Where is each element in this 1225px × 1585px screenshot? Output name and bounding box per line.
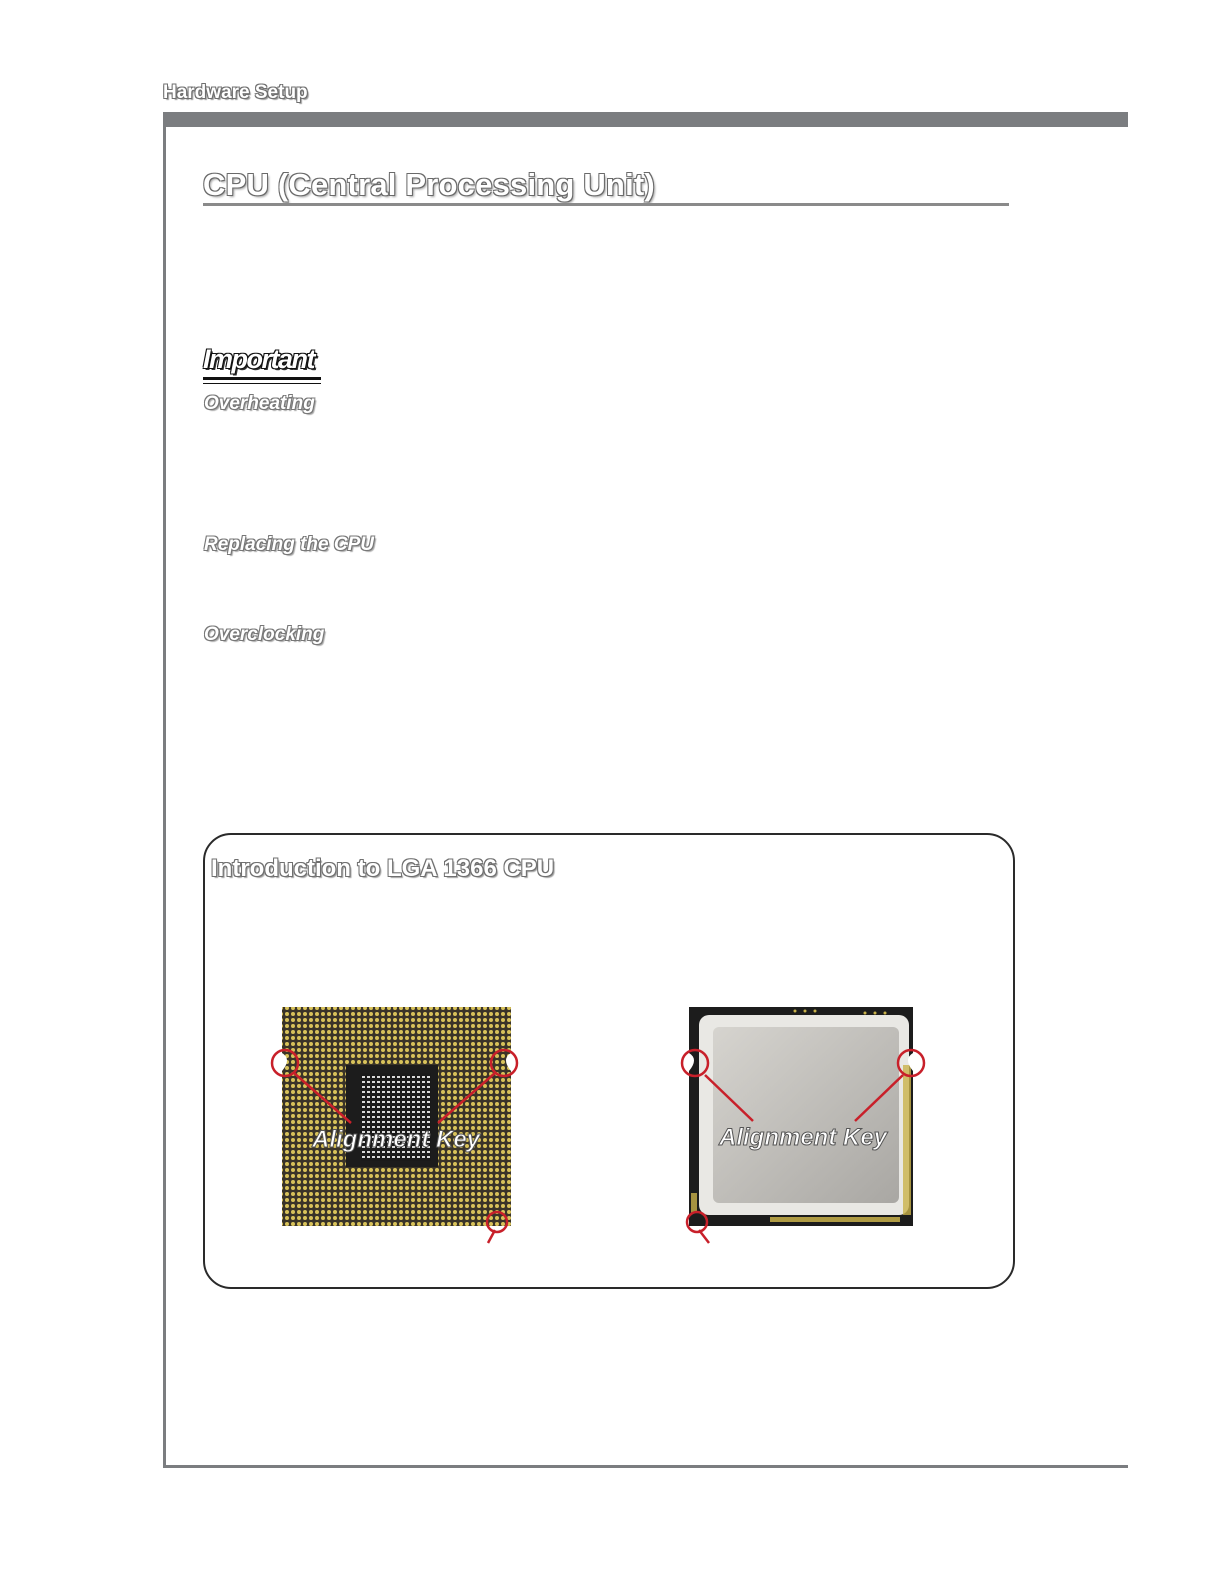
alignment-key-label-left: Alignment Key: [311, 1126, 481, 1153]
bottom-rule: [163, 1465, 1128, 1468]
intro-box-title: Introduction to LGA 1366 CPU: [211, 855, 555, 882]
cpu-pin-side-figure: [266, 1005, 526, 1245]
running-header: Hardware Setup: [163, 82, 308, 103]
section-title: CPU (Central Processing Unit): [203, 167, 655, 202]
subhead-overheating: Overheating: [204, 393, 315, 414]
important-heading: Important: [203, 344, 314, 374]
title-underline: [203, 203, 1009, 206]
important-underline-thin: [203, 383, 321, 384]
subhead-overclocking: Overclocking: [204, 624, 325, 645]
alignment-key-label-right: Alignment Key: [718, 1124, 888, 1151]
header-bar: [163, 112, 1128, 127]
subhead-replacing-cpu: Replacing the CPU: [204, 534, 374, 555]
cpu-top-side-figure: [675, 1005, 935, 1245]
left-margin-rule: [163, 112, 166, 1467]
important-underline: [203, 377, 321, 380]
